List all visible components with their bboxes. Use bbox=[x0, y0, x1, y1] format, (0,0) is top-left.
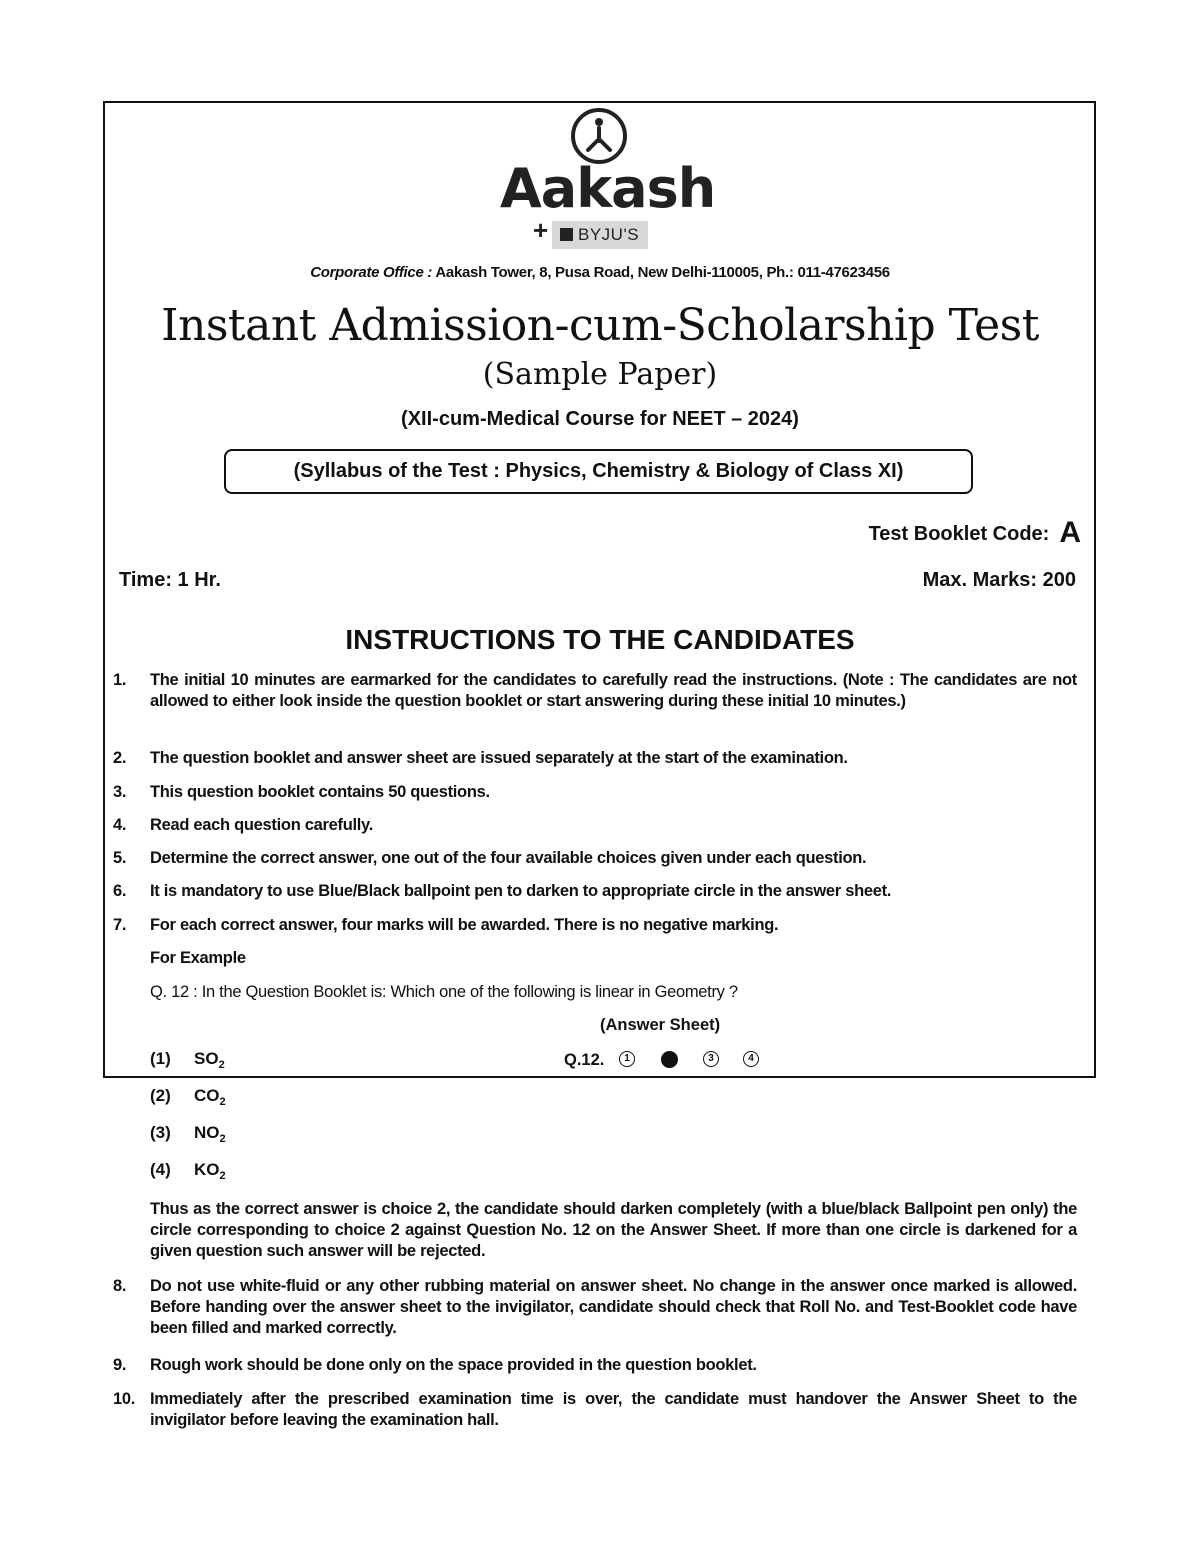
instruction-item bbox=[113, 748, 1077, 769]
answer-bubble-2-filled[interactable] bbox=[661, 1051, 678, 1068]
option-subscript: 2 bbox=[219, 1170, 226, 1182]
instruction-item bbox=[113, 782, 1077, 803]
instruction-text: Rough work should be done only on the space provided in the question booklet. bbox=[150, 1356, 757, 1374]
corporate-address: Aakash Tower, 8, Pusa Road, New Delhi-110005, Ph.: 011-47623456 bbox=[432, 264, 890, 281]
instruction-number: 7. bbox=[113, 916, 127, 934]
instructions-heading: INSTRUCTIONS TO THE CANDIDATES bbox=[345, 624, 855, 655]
page-title: Instant Admission-cum-Scholarship Test bbox=[161, 300, 1039, 351]
answer-bubble-4[interactable]: 4 bbox=[743, 1051, 759, 1067]
option-number: (3) bbox=[150, 1123, 171, 1142]
instruction-number: 3. bbox=[113, 783, 127, 801]
max-marks-label: Max. Marks: 200 bbox=[922, 569, 1076, 591]
booklet-code-row bbox=[869, 516, 1081, 551]
option-formula: SO bbox=[194, 1049, 219, 1068]
corporate-office-line bbox=[0, 264, 1200, 281]
answer-bubble-3[interactable]: 3 bbox=[703, 1051, 719, 1067]
option-subscript: 2 bbox=[219, 1133, 226, 1145]
option-number: (2) bbox=[150, 1086, 171, 1105]
example-explanation bbox=[113, 1199, 1077, 1262]
instruction-number: 6. bbox=[113, 882, 127, 900]
instruction-text: Determine the correct answer, one out of the four available choices given under each question. bbox=[150, 849, 867, 867]
answer-sheet-row bbox=[564, 1048, 774, 1072]
instruction-item bbox=[113, 815, 1077, 836]
example-label: For Example bbox=[150, 949, 246, 967]
booklet-code-label: Test Booklet Code: bbox=[868, 523, 1050, 545]
answer-row-label: Q.12. bbox=[564, 1051, 605, 1069]
example-question: Q. 12 : In the Question Booklet is: Which one of the following is linear in Geometry ? bbox=[150, 983, 738, 1001]
instruction-item bbox=[113, 915, 1077, 936]
instruction-item bbox=[113, 881, 1077, 902]
instruction-item bbox=[113, 1355, 1077, 1376]
explanation-text: Thus as the correct answer is choice 2, the candidate should darken completely (with a blue/black Ballpoint pen only) the circle corresponding to choice 2 against Question No. 12 on the Answer Sheet. If more than one circle is darkened for a given question such answer will be rejected. bbox=[150, 1200, 1077, 1260]
instruction-number: 5. bbox=[113, 849, 127, 867]
instruction-item bbox=[113, 848, 1077, 869]
corporate-office-label: Corporate Office : bbox=[310, 264, 433, 281]
instruction-text: For each correct answer, four marks will be awarded. There is no negative marking. bbox=[150, 916, 779, 934]
example-option bbox=[150, 1048, 225, 1076]
course-line: (XII-cum-Medical Course for NEET – 2024) bbox=[401, 408, 799, 430]
example-option bbox=[150, 1085, 226, 1113]
instruction-text: Do not use white-fluid or any other rubbing material on answer sheet. No change in the answer once marked is allowed. Before handing over the answer sheet to the invigilator, candidate should check that Roll No. and Test-Booklet code have been filled and marked correctly. bbox=[150, 1277, 1077, 1337]
logo-wordmark: Aakash bbox=[500, 157, 716, 220]
instruction-text: It is mandatory to use Blue/Black ballpoint pen to darken to appropriate circle in the answer sheet. bbox=[150, 882, 892, 900]
syllabus-box: (Syllabus of the Test : Physics, Chemistry & Biology of Class XI) bbox=[224, 449, 973, 494]
option-formula: KO bbox=[194, 1160, 220, 1179]
option-formula: NO bbox=[194, 1123, 220, 1142]
option-subscript: 2 bbox=[218, 1059, 225, 1071]
instruction-item bbox=[113, 670, 1077, 712]
instruction-text: This question booklet contains 50 questions. bbox=[150, 783, 490, 801]
instruction-number: 4. bbox=[113, 816, 127, 834]
answer-sheet-label: (Answer Sheet) bbox=[600, 1016, 721, 1034]
instruction-text: The initial 10 minutes are earmarked for the candidates to carefully read the instructions. (Note : The candidates are not allowed to either look inside the question booklet or start answering during these initial 10 minutes.) bbox=[150, 671, 1077, 710]
instruction-number: 10. bbox=[113, 1390, 136, 1408]
byjus-badge bbox=[552, 221, 648, 249]
instruction-text: Read each question carefully. bbox=[150, 816, 373, 834]
instruction-number: 1. bbox=[113, 671, 127, 689]
instruction-number: 8. bbox=[113, 1277, 127, 1295]
booklet-code: A bbox=[1059, 516, 1081, 549]
instruction-item bbox=[113, 1389, 1077, 1431]
example-option bbox=[150, 1122, 226, 1150]
logo-plus: + bbox=[533, 215, 549, 245]
byjus-square-icon bbox=[560, 228, 573, 241]
option-number: (4) bbox=[150, 1160, 171, 1179]
instruction-number: 9. bbox=[113, 1356, 127, 1374]
option-subscript: 2 bbox=[219, 1096, 226, 1108]
option-formula: CO bbox=[194, 1086, 220, 1105]
instruction-text: The question booklet and answer sheet are issued separately at the start of the examination. bbox=[150, 749, 848, 767]
instruction-item bbox=[113, 1276, 1077, 1339]
instruction-number: 2. bbox=[113, 749, 127, 767]
option-number: (1) bbox=[150, 1049, 171, 1068]
time-label: Time: 1 Hr. bbox=[119, 569, 221, 591]
page-subtitle: (Sample Paper) bbox=[482, 357, 718, 392]
aakash-byjus-logo bbox=[500, 107, 716, 247]
answer-bubble-1[interactable]: 1 bbox=[619, 1051, 635, 1067]
example-option bbox=[150, 1159, 226, 1187]
instruction-text: Immediately after the prescribed examination time is over, the candidate must handover the Answer Sheet to the invigilator before leaving the examination hall. bbox=[150, 1390, 1077, 1429]
byjus-label: BYJU'S bbox=[578, 225, 640, 244]
